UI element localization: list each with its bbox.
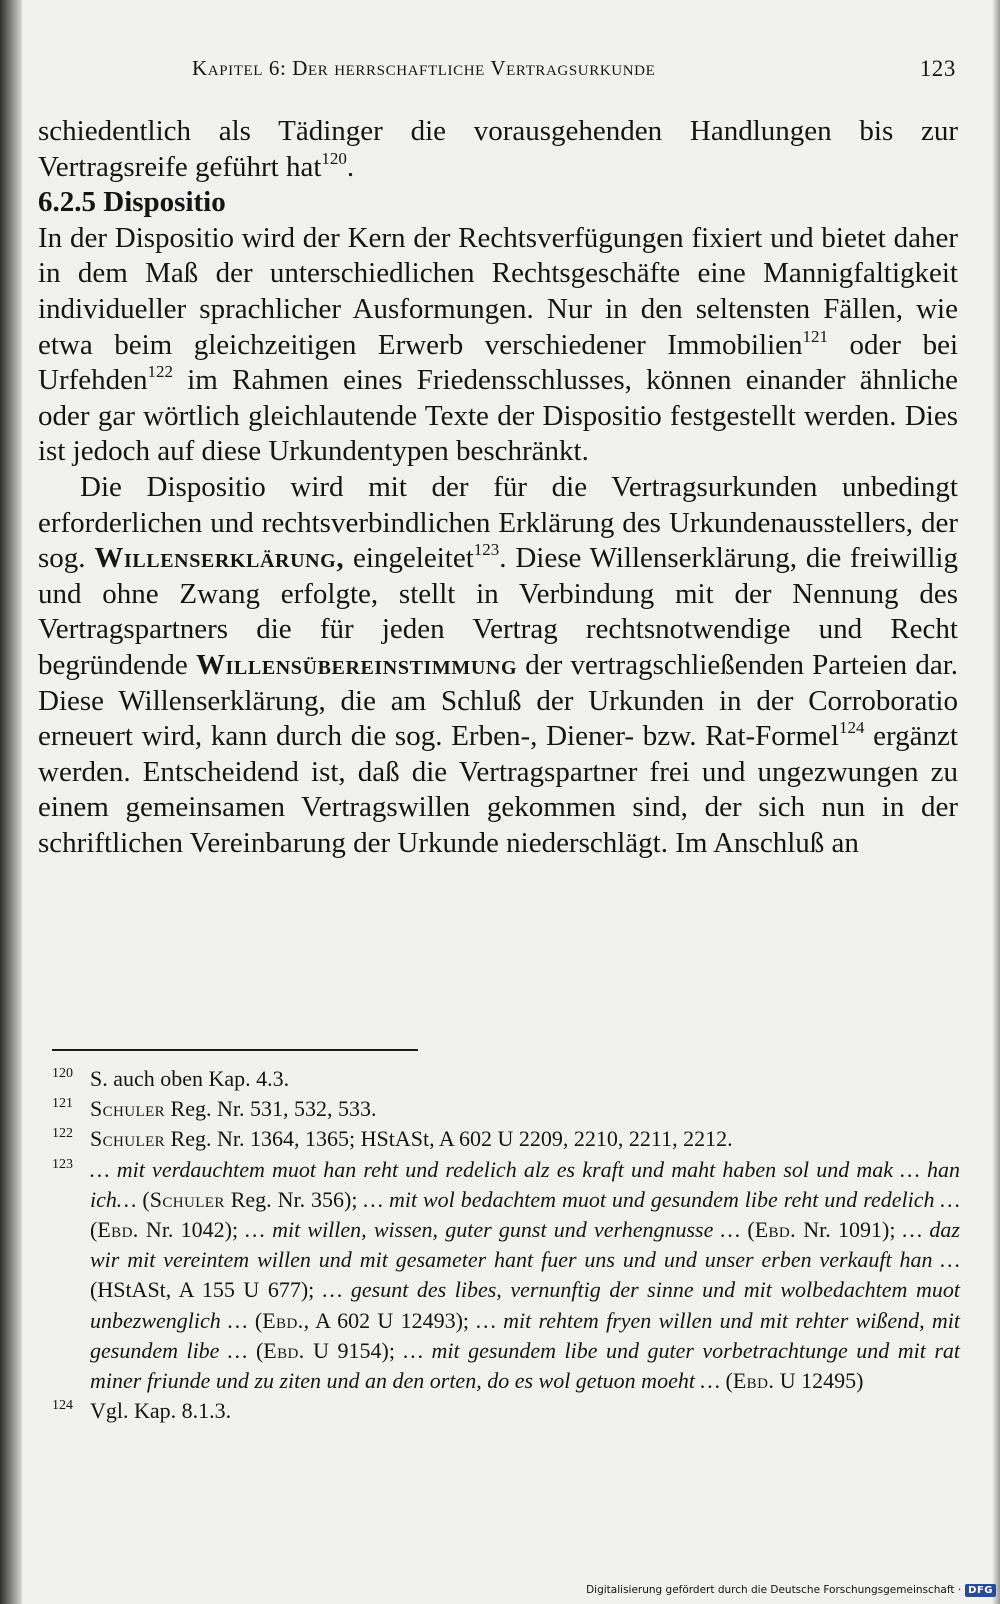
dfg-logo: DFG: [965, 1584, 996, 1597]
ibid: Ebd.: [97, 1217, 139, 1243]
text-run: Reg. Nr. 531, 532, 533.: [165, 1096, 377, 1122]
text-run: der vertragschließenden Parteien dar. Diese Willenserklärung, die am Schluß der Urkunden in der Corroboratio erneuert wird, kann durch die sog. Erben-, Diener- bzw. Rat-Formel: [38, 648, 958, 753]
text-run: U 12495): [774, 1368, 864, 1394]
text-run: eingeleitet: [344, 542, 474, 575]
credit-text: Digitalisierung gefördert durch die Deutsche Forschungsgemeinschaft ·: [586, 1584, 962, 1596]
quote: … mit wol bedachtem muot und gesundem libe reht und redelich …: [363, 1186, 960, 1212]
quote: … mit willen, wissen, guter gunst und verhengnusse …: [245, 1217, 741, 1243]
text-run: .: [346, 150, 355, 183]
ibid: Ebd.: [263, 1337, 305, 1363]
text-run: , A 602 U 12493);: [303, 1307, 477, 1333]
running-head-title: Kapitel 6: Der herrschaftliche Vertragsurkunde: [192, 56, 656, 80]
running-head: [192, 56, 956, 90]
text-run: im Rahmen eines Friedensschlusses, können einander ähnliche oder gar wörtlich gleichlautende Texte der Dispositio festgestellt werden. Dies ist jedoch auf diese Urkundentypen beschränkt.: [38, 364, 958, 468]
ibid: Ebd.: [732, 1368, 775, 1394]
footnote-text: [90, 1094, 960, 1124]
text-run: (: [136, 1186, 150, 1212]
text-run: Nr. 1091);: [796, 1217, 903, 1243]
main-text: [38, 114, 958, 861]
paragraph-dispositio-1: [38, 221, 958, 470]
text-run: schiedentlich als Tädinger die vorausgehenden Handlungen bis zur Vertragsreife geführt hat: [38, 115, 958, 183]
footnote-122: [52, 1124, 960, 1154]
page-number: 123: [919, 56, 956, 81]
page-binding-edge: [0, 0, 22, 1604]
quote: … gesunt des libes, vernunftig der sinne und mit wolbedachtem muot unbezwenglich …: [90, 1277, 960, 1333]
text-run: U 9154);: [304, 1337, 404, 1363]
author-name: Schuler: [149, 1186, 225, 1212]
footnote-ref-120[interactable]: 120: [321, 148, 347, 168]
ibid: Ebd.: [754, 1217, 797, 1243]
footnote-text: S. auch oben Kap. 4.3.: [90, 1066, 290, 1091]
footnote-text: Vgl. Kap. 8.1.3.: [90, 1398, 232, 1424]
text-run: In der Dispositio wird der Kern der Rechtsverfügungen fixiert und bietet daher in dem Maß der unterschiedlichen Rechtsgeschäfte eine Mannigfaltigkeit individueller sprachlicher Ausformungen. Nur in den seltensten Fällen, wie etwa beim gleichzeitigen Erwerb verschiedener Immobilien: [38, 221, 958, 361]
page-right-edge: [992, 0, 1000, 1604]
digitization-credit: [586, 1580, 996, 1600]
paragraph-continued: [38, 114, 958, 185]
text-run: (: [720, 1368, 733, 1394]
text-run: Die Dispositio wird mit der für die Vertragsurkunden unbedingt erforderlichen und rechtsverbindlichen Erklärung des Urkundenausstellers, der sog.: [38, 470, 958, 575]
text-run: (HStASt, A 155 U 677);: [90, 1277, 323, 1303]
footnote-text: [90, 1124, 960, 1154]
quote: … mit gesundem libe und guter vorbetrachtunge und mit rat miner friunde und zu ziten und an den orten, do es wol getuon moeht …: [90, 1337, 961, 1394]
footnote-text: [90, 1155, 960, 1397]
footnote-number: 122: [52, 1126, 73, 1142]
section-heading: 6.2.5 Dispositio: [38, 186, 226, 219]
text-run: ergänzt werden. Entscheidend ist, daß die Vertragspartner frei und ungezwungen zu einem gemeinsamen Vertragswillen gekommen sind, der sich nun in der schriftlichen Vereinbarung der Urkunde niederschlägt. Im Anschluß an: [38, 720, 958, 859]
footnote-ref-124[interactable]: 124: [838, 718, 865, 738]
text-run: Nr. 1042);: [138, 1217, 246, 1243]
text-run: (: [90, 1217, 98, 1243]
paragraph-dispositio-2: [38, 470, 958, 862]
term-willensuebereinstimmung: Willensübereinstimmung: [195, 648, 518, 681]
text-run: (: [740, 1217, 755, 1243]
author-name: Schuler: [90, 1096, 166, 1122]
text-run: Reg. Nr. 1364, 1365; HStASt, A 602 U 2209, 2210, 2211, 2212.: [165, 1126, 733, 1152]
author-name: Schuler: [90, 1126, 166, 1152]
text-run: (: [247, 1337, 264, 1363]
footnote-number: 124: [52, 1398, 73, 1414]
footnote-separator: [52, 1049, 418, 1051]
footnote-number: 121: [52, 1096, 73, 1112]
footnote-number: 123: [52, 1156, 73, 1172]
footnotes: [52, 1064, 960, 1426]
text-run: Reg. Nr. 356);: [224, 1186, 364, 1212]
footnote-120: [52, 1064, 960, 1094]
footnote-ref-123[interactable]: 123: [473, 540, 500, 560]
term-willenserklaerung: Willenserklärung,: [94, 542, 345, 575]
text-run: oder bei Urfehden: [38, 328, 958, 397]
ibid: Ebd.: [262, 1307, 304, 1333]
quote: … mit rehtem fryen willen und mit rehter wißend, mit gesundem libe …: [90, 1307, 960, 1363]
footnote-ref-121[interactable]: 121: [802, 326, 829, 346]
text-run: (: [247, 1307, 263, 1333]
footnote-ref-122[interactable]: 122: [147, 362, 174, 382]
text-run: . Diese Willenserklärung, die freiwillig und ohne Zwang erfolgte, stellt in Verbindung mit der Nennung des Vertragspartners die für jeden Vertrag rechtsnotwendige und Recht begründende: [38, 542, 958, 681]
quote: … daz wir mit vereintem willen und mit gesameter hant fuer uns und und unser erben verkauft han …: [90, 1217, 960, 1273]
footnote-121: [52, 1094, 960, 1124]
footnote-124: [52, 1396, 960, 1426]
footnote-123: [52, 1155, 960, 1397]
footnote-number: 120: [52, 1066, 73, 1081]
quote: … mit verdauchtem muot han reht und redelich alz es kraft und maht haben sol und mak … han ich…: [90, 1156, 960, 1212]
